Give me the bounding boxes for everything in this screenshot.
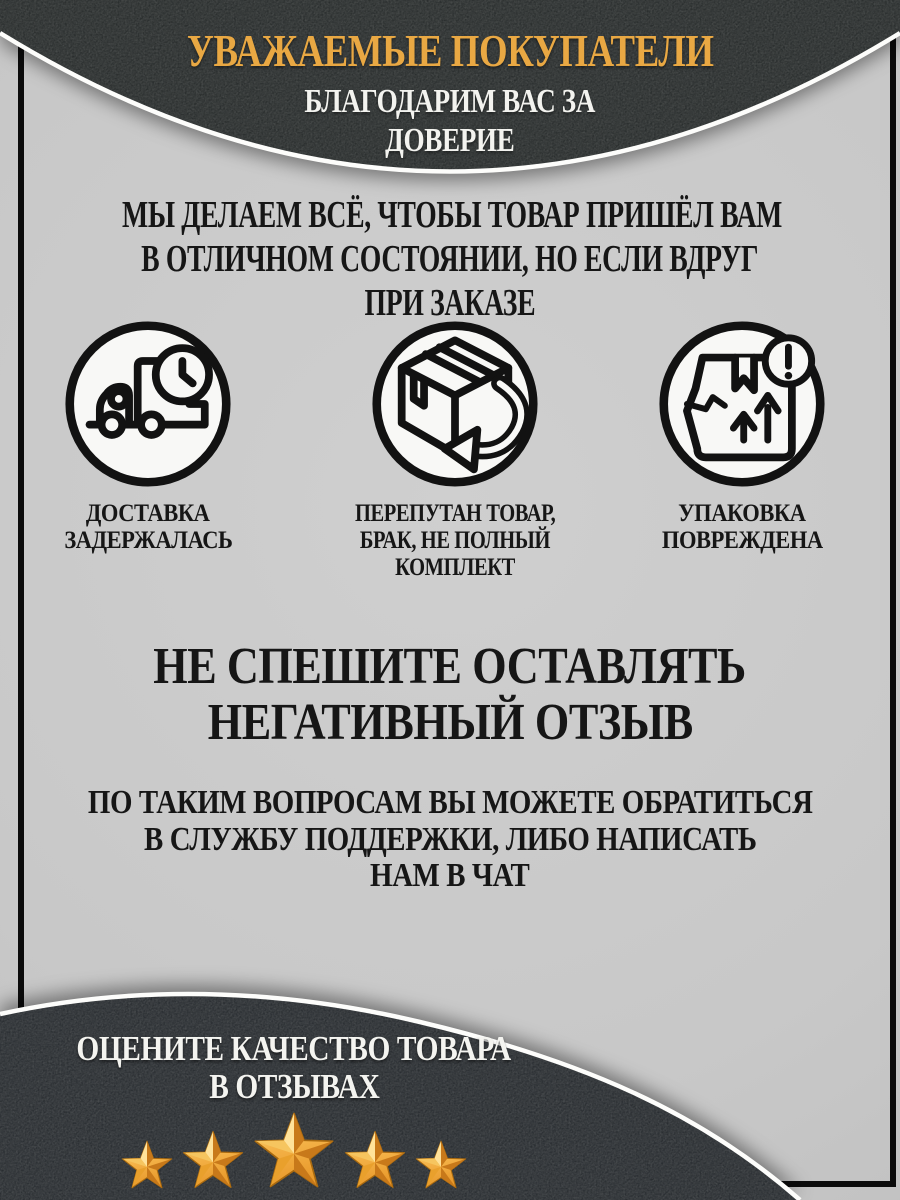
damaged-package-icon [656, 318, 828, 490]
star-icon [181, 1129, 245, 1190]
issue-cards-row [0, 318, 900, 598]
rating-stars [20, 1104, 568, 1190]
issue-card-damaged-packaging [602, 318, 882, 554]
intro-paragraph: МЫ ДЕЛАЕМ ВСЁ, ЧТОБЫ ТОВАР ПРИШЁЛ ВАМ В ОТЛИЧНОМ СОСТОЯНИИ, НО ЕСЛИ ВДРУГ ПРИ ЗАКАЗЕ [122, 194, 782, 324]
issue-card-delivery-delayed [8, 318, 288, 554]
issue-label: ПЕРЕПУТАН ТОВАР, БРАК, НЕ ПОЛНЫЙ КОМПЛЕКТ [354, 500, 556, 581]
star-icon [414, 1139, 468, 1190]
header-title-text: УВАЖАЕМЫЕ ПОКУПАТЕЛИ [186, 25, 714, 76]
header-title [0, 27, 900, 75]
star-icon [120, 1139, 174, 1190]
star-icon [252, 1110, 336, 1190]
star-icon [343, 1129, 407, 1190]
support-paragraph: ПО ТАКИМ ВОПРОСАМ ВЫ МОЖЕТЕ ОБРАТИТЬСЯ В СЛУЖБУ ПОДДЕРЖКИ, ЛИБО НАПИСАТЬ НАМ В ЧАТ [87, 784, 813, 894]
box-return-arrow-icon [369, 318, 541, 490]
issue-label: ДОСТАВКА ЗАДЕРЖАЛАСЬ [63, 500, 233, 554]
header-subtitle: БЛАГОДАРИМ ВАС ЗА ДОВЕРИЕ [304, 83, 596, 159]
warning-heading: НЕ СПЕШИТЕ ОСТАВЛЯТЬ НЕГАТИВНЫЙ ОТЗЫВ [153, 638, 747, 751]
delivery-truck-clock-icon [62, 318, 234, 490]
footer-title: ОЦЕНИТЕ КАЧЕСТВО ТОВАРА В ОТЗЫВАХ [76, 1029, 512, 1106]
issue-card-wrong-item [315, 318, 595, 581]
issue-label: УПАКОВКА ПОВРЕЖДЕНА [661, 500, 823, 554]
